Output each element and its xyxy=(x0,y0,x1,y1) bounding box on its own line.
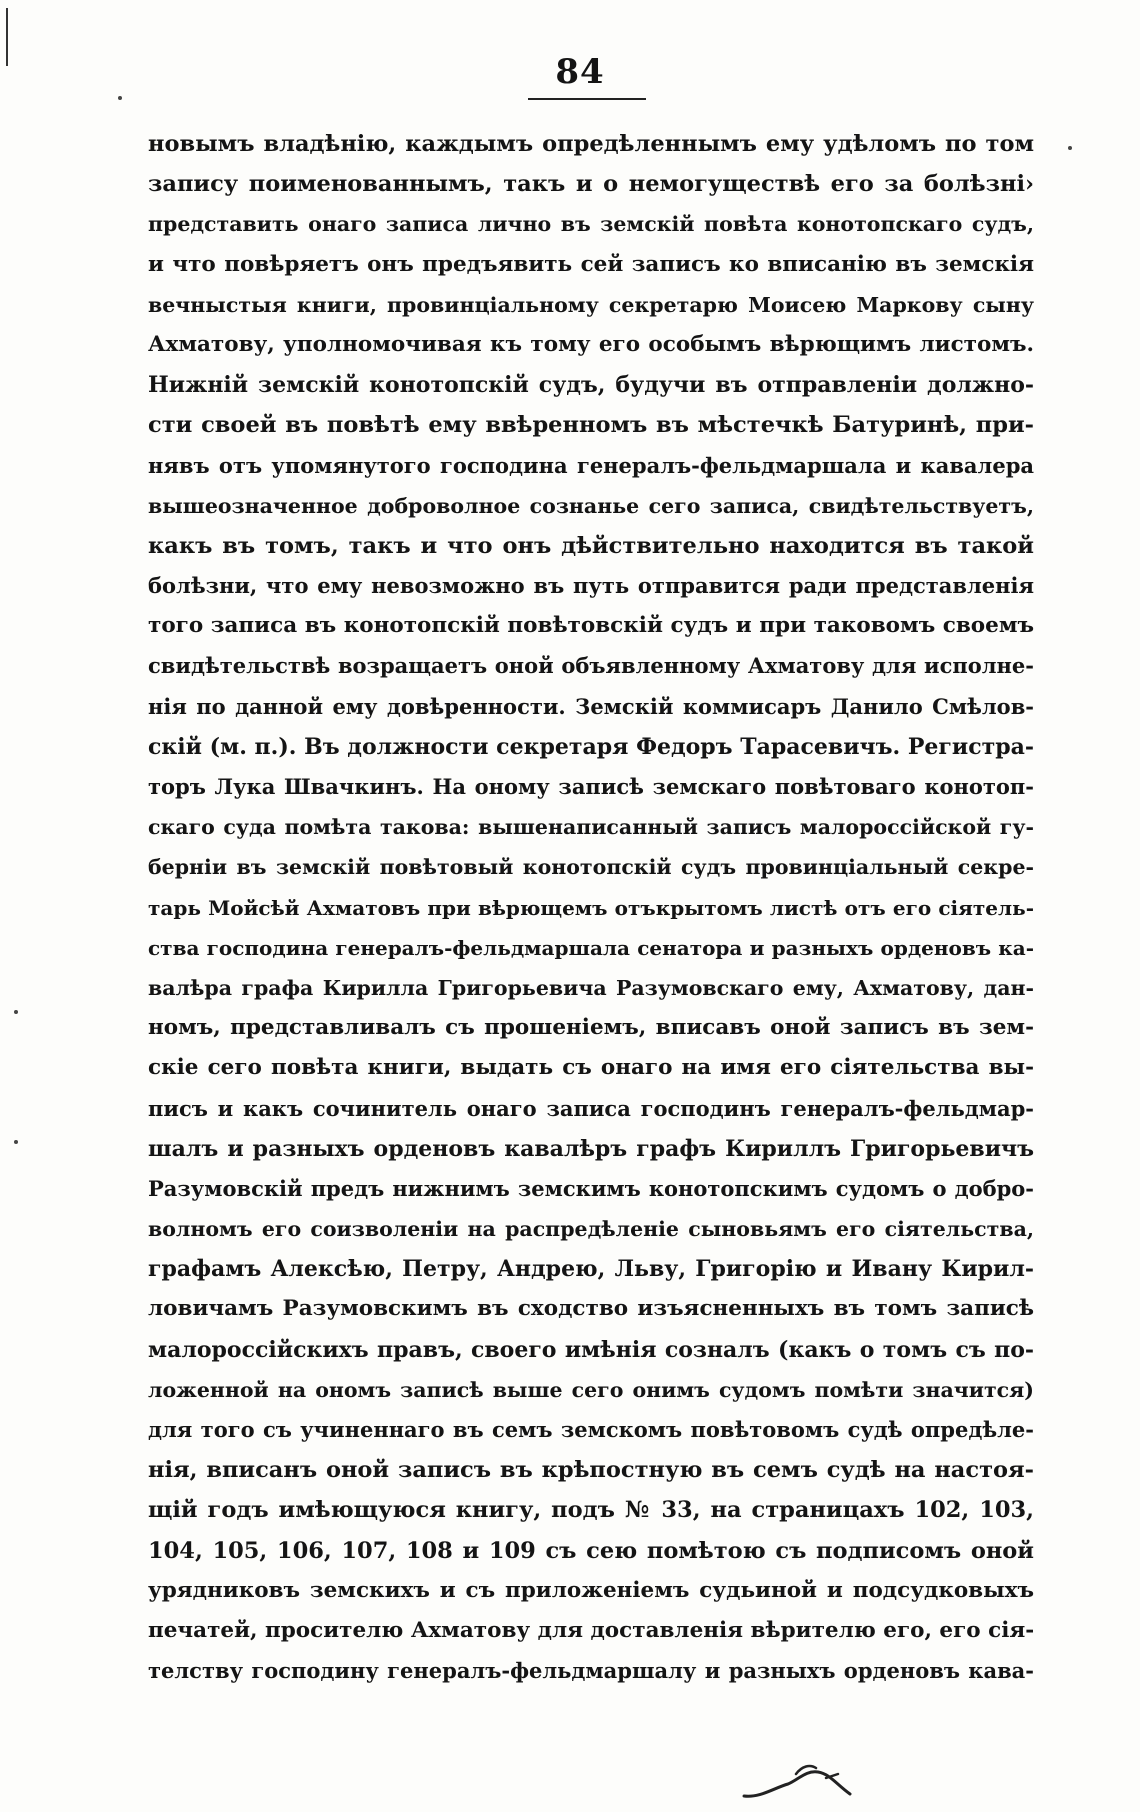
text-line: писъ и какъ сочинитель онаго записа господинъ генералъ-фельдмар- xyxy=(148,1095,1034,1121)
text-line: ства господина генералъ-фельдмаршала сенатора и разныхъ орденовъ ка- xyxy=(148,935,1034,960)
print-speck xyxy=(14,1140,18,1144)
text-line: вечныстыя книги, провинціальному секретарю Моисею Маркову сыну xyxy=(148,292,1034,317)
text-line: Ахматову, уполномочивая къ тому его особымъ вѣрющимъ листомъ. xyxy=(148,331,1034,357)
text-line: запису поименованнымъ, такъ и о немогуществѣ его за болѣзні› xyxy=(148,171,1034,198)
text-line: скій (м. п.). Въ должности секретаря Федоръ Тарасевичъ. Регистра- xyxy=(148,733,1034,760)
text-line: тарь Мойсѣй Ахматовъ при вѣрющемъ отъкрытомъ листѣ отъ его сіятель- xyxy=(148,895,1034,920)
margin-rule xyxy=(6,8,8,66)
text-line: болѣзни, что ему невозможно въ путь отправится ради представленія xyxy=(148,573,1034,599)
text-line: сти своей въ повѣтѣ ему ввѣренномъ въ мѣстечкѣ Батуринѣ, при- xyxy=(148,412,1034,439)
text-line: Нижній земскій конотопскій судъ, будучи въ отправленіи должно- xyxy=(148,372,1034,399)
text-line: Разумовскій предъ нижнимъ земскимъ конотопскимъ судомъ о добро- xyxy=(148,1175,1034,1201)
print-speck xyxy=(14,1010,18,1014)
text-line: скаго суда помѣта такова: вышенаписанный записъ малороссійской гу- xyxy=(148,815,1034,840)
page-number-underline xyxy=(528,98,646,100)
text-line: номъ, представливалъ съ прошеніемъ, вписавъ оной записъ въ зем- xyxy=(148,1015,1034,1041)
text-line: волномъ его соизволеніи на распредѣленіе сыновьямъ его сіятельства, xyxy=(148,1217,1034,1242)
text-line: 104, 105, 106, 107, 108 и 109 съ сею помѣтою съ подписомъ оной xyxy=(148,1537,1034,1564)
text-line: и что повѣряетъ онъ предъявить сей записъ ко вписанію въ земскія xyxy=(148,251,1034,277)
text-line: графамъ Алексѣю, Петру, Андрею, Льву, Григорію и Ивану Кирил- xyxy=(148,1256,1034,1283)
text-line: шалъ и разныхъ орденовъ кавалѣръ графъ Кириллъ Григорьевичъ xyxy=(148,1135,1034,1162)
text-line: телству господину генералъ-фельдмаршалу и разныхъ орденовъ кава- xyxy=(148,1658,1034,1684)
text-line: нія, вписанъ оной записъ въ крѣпостную въ семъ судѣ на настоя- xyxy=(148,1457,1034,1484)
text-line: урядниковъ земскихъ и съ приложеніемъ судьиной и подсудковыхъ xyxy=(148,1577,1034,1603)
text-line: ложенной на ономъ записѣ выше сего онимъ судомъ помѣти значится) xyxy=(148,1377,1034,1402)
print-speck xyxy=(1068,146,1072,150)
text-line: скіе сего повѣта книги, выдать съ онаго на имя его сіятельства вы- xyxy=(148,1055,1034,1081)
page-number: 84 xyxy=(555,52,605,92)
text-line: щій годъ имѣющуюся книгу, подъ № 33, на страницахъ 102, 103, xyxy=(148,1497,1034,1524)
text-line: торъ Лука Швачкинъ. На оному записѣ земскаго повѣтоваго конотоп- xyxy=(148,774,1034,799)
text-line: для того съ учиненнаго въ семъ земскомъ повѣтовомъ судѣ опредѣле- xyxy=(148,1417,1034,1442)
body-text xyxy=(148,124,1034,1691)
text-line: малороссійскихъ правъ, своего имѣнія созналъ (какъ о томъ съ по- xyxy=(148,1336,1034,1363)
text-line: вышеозначенное доброволное сознанье сего записа, свидѣтельствуетъ, xyxy=(148,493,1034,518)
text-line: представить онаго записа лично въ земскій повѣта конотопскаго судъ, xyxy=(148,212,1034,237)
text-line: валѣра графа Кирилла Григорьевича Разумовскаго ему, Ахматову, дан- xyxy=(148,975,1034,1000)
text-line: нія по данной ему довѣренности. Земскій коммисаръ Данило Смѣлов- xyxy=(148,693,1034,719)
ornament-flourish-icon xyxy=(740,1744,860,1804)
text-line: нявъ отъ упомянутого господина генералъ-фельдмаршала и кавалера xyxy=(148,452,1034,478)
text-line: свидѣтельствѣ возращаетъ оной объявленному Ахматову для исполне- xyxy=(148,653,1034,679)
text-line: какъ въ томъ, такъ и что онъ дѣйствительно находится въ такой xyxy=(148,532,1034,559)
text-line: ловичамъ Разумовскимъ въ сходство изъясненныхъ въ томъ записѣ xyxy=(148,1296,1034,1322)
text-line: печатей, просителю Ахматову для доставленія вѣрителю его, его сія- xyxy=(148,1617,1034,1643)
print-speck xyxy=(118,96,122,100)
text-line: того записа въ конотопскій повѣтовскій судъ и при таковомъ своемъ xyxy=(148,613,1034,639)
text-line: новымъ владѣнію, каждымъ опредѣленнымъ ему удѣломъ по том xyxy=(148,131,1034,157)
text-line: берніи въ земскій повѣтовый конотопскій судъ провинціальный секре- xyxy=(148,855,1034,880)
